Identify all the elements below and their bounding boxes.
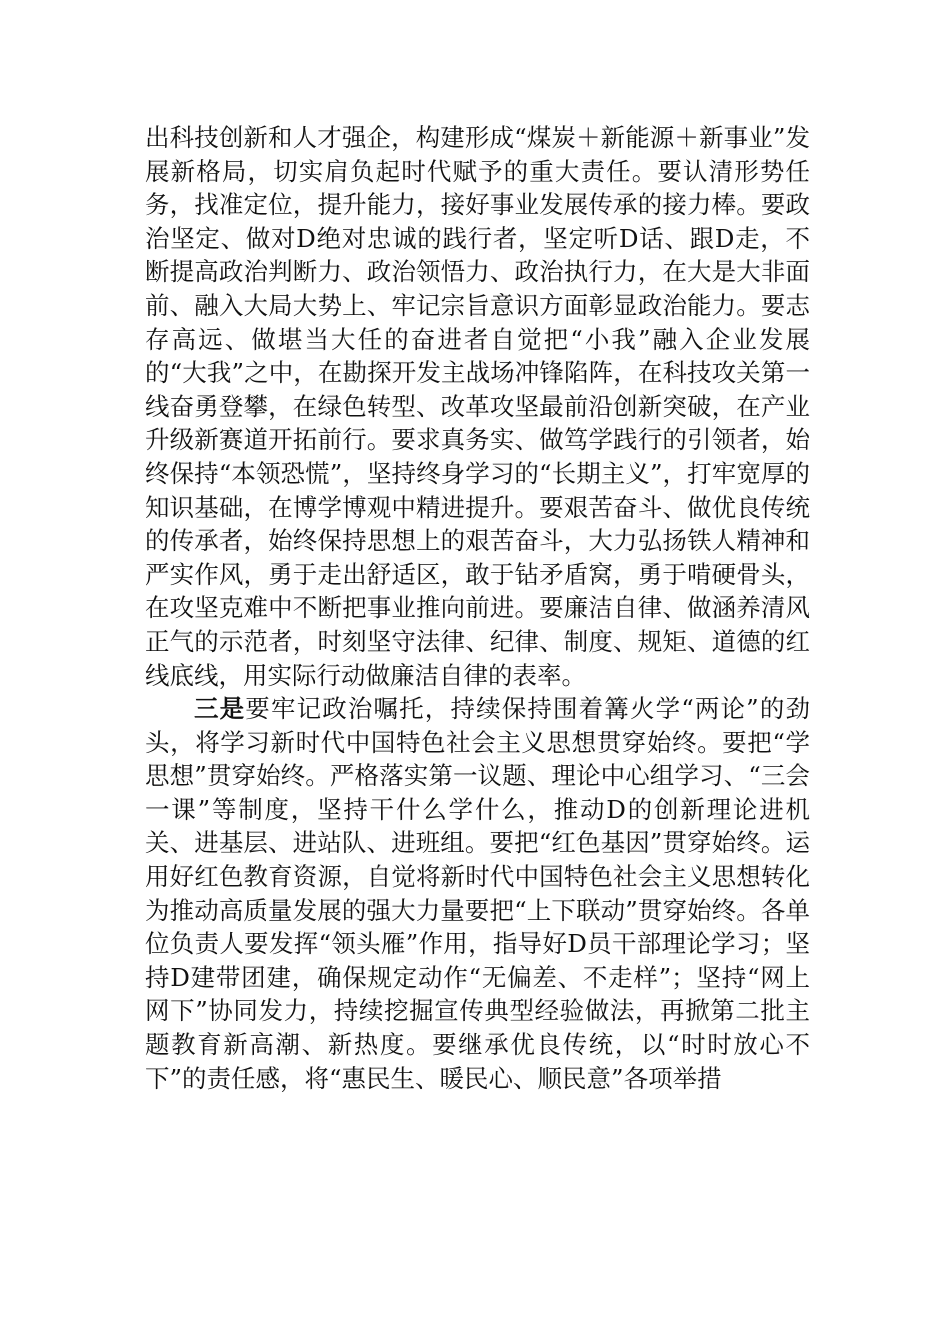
paragraph-continued: 出科技创新和人才强企，构建形成“煤炭＋新能源＋新事业”发展新格局，切实肩负起时代赋予的重大责任。要认清形势任务，找准定位，提升能力，接好事业发展传承的接力棒。要政治坚定、做对D绝对忠诚的践行者，坚定听D话、跟D走，不断提高政治判断力、政治领悟力、政治执行力，在大是大非面前、融入大局大势上、牢记宗旨意识方面彰显政治能力。要志存高远、做堪当大任的奋进者自觉把“小我”融入企业发展的“大我”之中，在勘探开发主战场冲锋陷阵，在科技攻关第一线奋勇登攀，在绿色转型、改革攻坚最前沿创新突破，在产业升级新赛道开拓前行。要求真务实、做笃学践行的引领者，始终保持“本领恐慌”，坚持终身学习的“长期主义”，打牢宽厚的知识基础，在博学博观中精进提升。要艰苦奋斗、做优良传统的传承者，始终保持思想上的艰苦奋斗，大力弘扬铁人精神和严实作风，勇于走出舒适区，敢于钻矛盾窝，勇于啃硬骨头，在攻坚克难中不断把事业推向前进。要廉洁自律、做涵养清风正气的示范者，时刻坚守法律、纪律、制度、规矩、道德的红线底线，用实际行动做廉洁自律的表率。 — [145, 123, 810, 690]
section-lead-label: 三是 — [194, 694, 246, 724]
paragraph-section-three — [145, 692, 810, 1095]
document-page — [145, 121, 810, 1095]
section-body-text: 要牢记政治嘱托，持续保持围着篝火学“两论”的劲头，将学习新时代中国特色社会主义思想贯穿始终。要把“学思想”贯穿始终。严格落实第一议题、理论中心组学习、“三会一课”等制度，坚持干什么学什么，推动D的创新理论进机关、进基层、进站队、进班组。要把“红色基因”贯穿始终。运用好红色教育资源，自觉将新时代中国特色社会主义思想转化为推动高质量发展的强大力量要把“上下联动”贯穿始终。各单位负责人要发挥“领头雁”作用，指导好D员干部理论学习；坚持D建带团建，确保规定动作“无偏差、不走样”；坚持“网上网下”协同发力，持续挖掘宣传典型经验做法，再掀第二批主题教育新高潮、新热度。要继承优良传统，以“时时放心不下”的责任感，将“惠民生、暖民心、顺民意”各项举措 — [145, 694, 810, 1093]
